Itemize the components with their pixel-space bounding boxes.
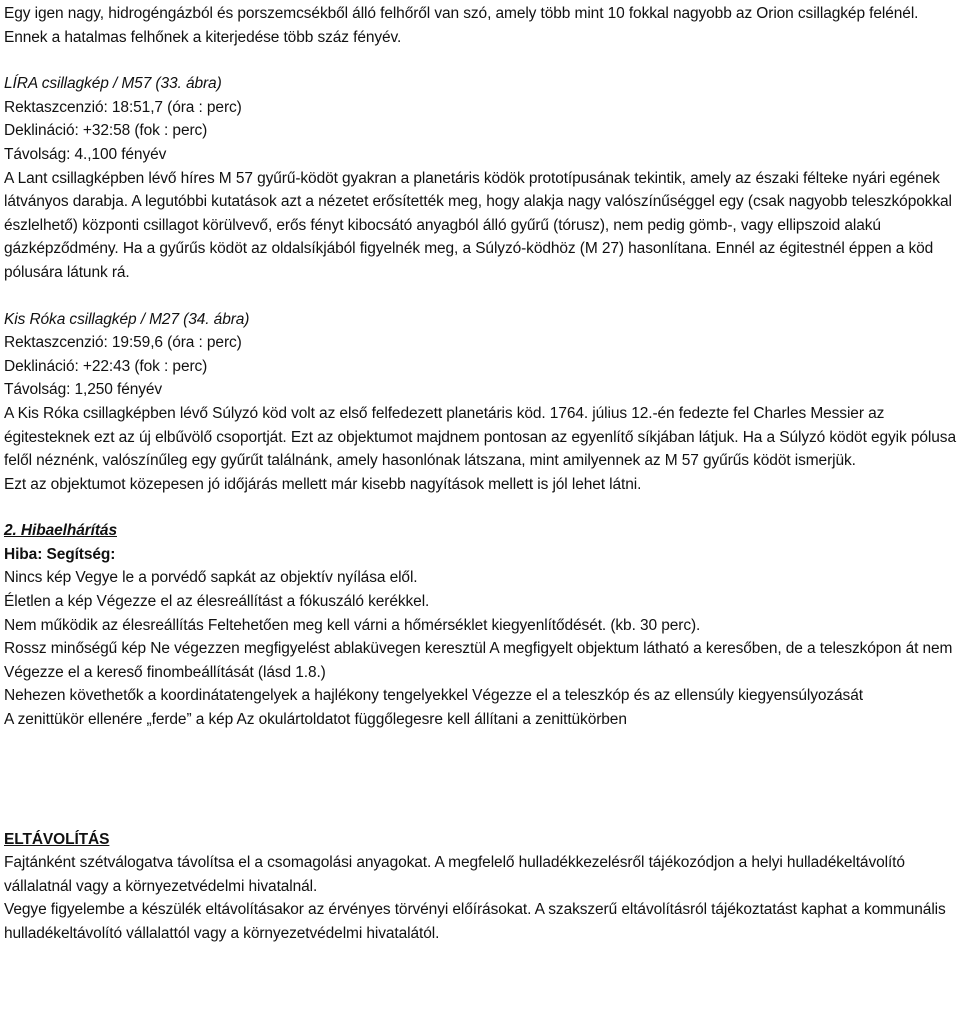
document-page	[4, 2, 956, 946]
troubleshooting-section	[4, 519, 956, 731]
lyra-right-ascension: Rektaszcenzió: 18:51,7 (óra : perc)	[4, 98, 242, 116]
spacer	[4, 49, 956, 72]
intro-paragraph: Egy igen nagy, hidrogéngázból és porszemcsékből álló felhőről van szó, amely több mint 10 fokkal nagyobb az Orion csillagkép felénél. Ennek a hatalmas felhőnek a kiterjedése több száz fényév.	[4, 5, 919, 46]
spacer	[4, 496, 956, 519]
lyra-description: A Lant csillagképben lévő híres M 57 gyűrű-ködöt gyakran a planetáris ködök prototípusának tekintik, amely az északi félteke nyári egének látványos darabja. A legutóbbi kutatások azt a nézetet erősítették meg, hogy alakja nagy valószínűséggel egy (csak nagyobb teleszkópokkal észlelhető) központi csillagot körülvevő, erős fényt kibocsátó anyagból álló gyűrű (tórusz), nem pedig gömb-, vagy ellipszoid alakú gázképződmény. Ha a gyűrűs ködöt az oldalsíkjából figyelnék meg, a Súlyzó-ködhöz (M 27) hasonlítana. Ennél az égitestnél éppen a köd pólusára látunk rá.	[4, 169, 952, 281]
disposal-title: ELTÁVOLÍTÁS	[4, 830, 110, 848]
vulpecula-declination: Deklináció: +22:43 (fok : perc)	[4, 357, 208, 375]
troubleshooting-item: A zenittükör ellenére „ferde” a kép Az okulártoldatot függőlegesre kell állítani a zenittükörben	[4, 711, 627, 729]
spacer	[4, 732, 956, 828]
disposal-paragraph: Vegye figyelembe a készülék eltávolításakor az érvényes törvényi előírásokat. A szakszerű eltávolításról tájékoztatást kaphat a kommunális hulladékeltávolító vállalattól vagy a környezetvédelmi hivatalától.	[4, 901, 946, 942]
lyra-section	[4, 72, 956, 284]
disposal-paragraph: Fajtánként szétválogatva távolítsa el a csomagolási anyagokat. A megfelelő hulladékkezelésről tájékozódjon a helyi hulladékeltávolító vállalatnál vagy a környezetvédelmi hivatalnál.	[4, 854, 905, 895]
troubleshooting-item: Nehezen követhetők a koordinátatengelyek a hajlékony tengelyekkel Végezze el a teleszkóp és az ellensúly kiegyensúlyozását	[4, 687, 863, 705]
vulpecula-description: A Kis Róka csillagképben lévő Súlyzó köd volt az első felfedezett planetáris köd. 1764. július 12.-én fedezte fel Charles Messier az égitesteknek ezt az új elbűvölő csoportját. Ezt az objektumot majdnem pontosan az egyenlítő síkjában látjuk. Ha a Súlyzó ködöt egyik pólusa felől néznénk, valószínűleg egy gyűrűt találnánk, amely hasonlónak látszana, mint amilyennek az M 57 gyűrűs ködöt ismerjük.	[4, 404, 956, 470]
disposal-section	[4, 828, 956, 946]
vulpecula-distance: Távolság: 1,250 fényév	[4, 381, 163, 399]
lyra-title: LÍRA csillagkép / M57 (33. ábra)	[4, 75, 222, 93]
troubleshooting-title: 2. Hibaelhárítás	[4, 522, 117, 540]
troubleshooting-header: Hiba: Segítség:	[4, 545, 116, 563]
lyra-declination: Deklináció: +32:58 (fok : perc)	[4, 122, 208, 140]
troubleshooting-item: Életlen a kép Végezze el az élesreállítást a fókuszáló kerékkel.	[4, 593, 430, 611]
spacer	[4, 285, 956, 308]
troubleshooting-item: Rossz minőségű kép Ne végezzen megfigyelést ablaküvegen keresztül A megfigyelt objektum látható a keresőben, de a teleszkópon át nem Végezze el a kereső finombeállítását (lásd 1.8.)	[4, 640, 953, 681]
vulpecula-note: Ezt az objektumot közepesen jó időjárás mellett már kisebb nagyítások mellett is jól lehet látni.	[4, 475, 642, 493]
vulpecula-section	[4, 308, 956, 497]
troubleshooting-item: Nem működik az élesreállítás Feltehetően meg kell várni a hőmérséklet kiegyenlítődését. (kb. 30 perc).	[4, 616, 701, 634]
lyra-distance: Távolság: 4.,100 fényév	[4, 145, 167, 163]
troubleshooting-item: Nincs kép Vegye le a porvédő sapkát az objektív nyílása elől.	[4, 569, 418, 587]
vulpecula-right-ascension: Rektaszcenzió: 19:59,6 (óra : perc)	[4, 334, 242, 352]
vulpecula-title: Kis Róka csillagkép / M27 (34. ábra)	[4, 310, 250, 328]
